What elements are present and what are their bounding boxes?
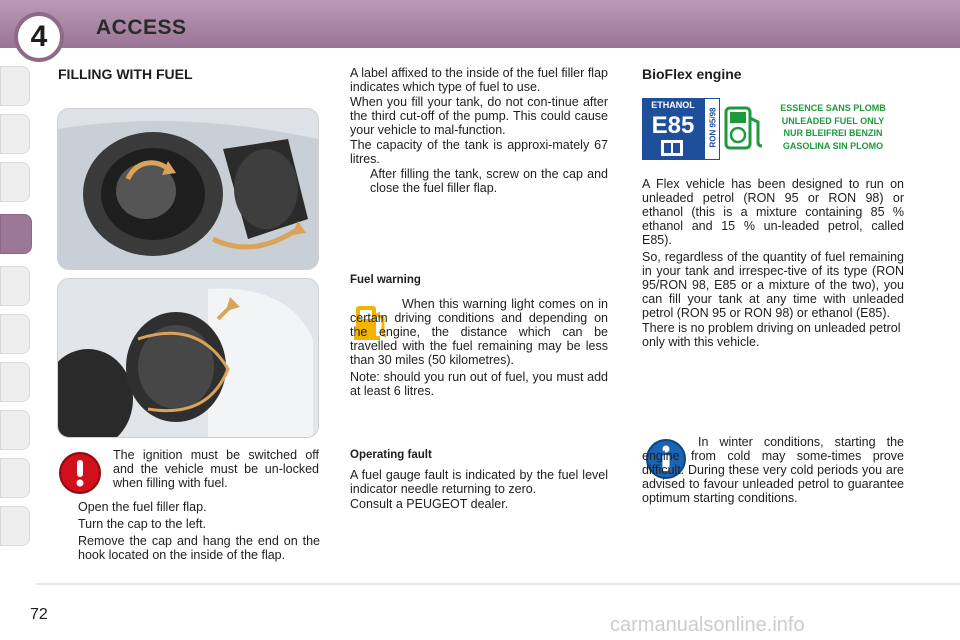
fuel-flap-photo — [57, 108, 319, 270]
unleaded-fuel-text: ESSENCE SANS PLOMB UNLEADED FUEL ONLY NUR BLEIFREI BENZIN GASOLINA SIN PLOMO — [780, 103, 886, 151]
chapter-tab[interactable] — [0, 314, 30, 354]
winter-info-text: In winter conditions, starting the engine from cold may some-times prove difficult. During these very cold periods you are advised to favour unleaded petrol to guarantee optimum starting conditions. — [642, 435, 904, 505]
operating-fault-text: A fuel gauge fault is indicated by the fuel level indicator needle returning to zero. Consult a PEUGEOT dealer. — [350, 468, 608, 511]
steps-list — [58, 500, 320, 563]
green-fuel-pump-icon — [724, 104, 764, 154]
bullet-hand-icon — [58, 534, 78, 562]
step-item: Remove the cap and hang the end on the hook located on the inside of the flap. — [58, 534, 320, 562]
intro-text: A label affixed to the inside of the fuel filler flap indicates which type of fuel to use. When you fill your tank, do not con-tinue after the third cut-off of the pump. This could cause your vehicle to mal-function. The capacity of the tank is approxi-mately 67 litres. After filling the tank, screw on the cap and close the fuel filler flap. — [350, 66, 608, 195]
footer-divider — [36, 583, 960, 585]
warning-icon — [58, 451, 102, 500]
chapter-number-badge: 4 — [14, 12, 64, 62]
step-item: After filling the tank, screw on the cap and close the fuel filler flap. — [350, 167, 608, 195]
chapter-tab[interactable] — [0, 506, 30, 546]
section-title-bioflex: BioFlex engine — [642, 66, 742, 82]
chapter-tab[interactable] — [0, 66, 30, 106]
page-number: 72 — [30, 606, 48, 623]
ethanol-badge: ETHANOL E85 — [642, 98, 704, 160]
chapter-tab[interactable] — [0, 410, 30, 450]
chapter-tab[interactable] — [0, 458, 30, 498]
fuel-type-label — [642, 98, 900, 160]
ron-label: RON 95/98 — [708, 107, 718, 148]
warning-text: The ignition must be switched off and the vehicle must be un-locked when filling with fuel. — [113, 448, 319, 490]
step-item: Open the fuel filler flap. — [58, 500, 320, 514]
chapter-tab[interactable] — [0, 362, 30, 402]
bullet-hand-icon — [350, 167, 370, 195]
chapter-tab-active[interactable] — [0, 214, 32, 254]
bullet-hand-icon — [58, 500, 78, 514]
chapter-tab[interactable] — [0, 266, 30, 306]
chapter-title: ACCESS — [96, 16, 187, 39]
step-item: Turn the cap to the left. — [58, 517, 320, 531]
section-title-operating-fault: Operating fault — [350, 449, 432, 461]
bullet-hand-icon — [58, 517, 78, 531]
section-title-filling: FILLING WITH FUEL — [58, 66, 193, 82]
chapter-tab[interactable] — [0, 162, 30, 202]
section-title-fuel-warning: Fuel warning — [350, 274, 421, 286]
book-icon — [661, 140, 683, 156]
watermark: carmanualsonline.info — [610, 614, 805, 636]
bioflex-text: A Flex vehicle has been designed to run on unleaded petrol (RON 95 or RON 98) or ethanol (this is a mixture containing 85 % ethanol and 15 % un-leaded petrol, called E85). So, regardless of the quantity of fuel remaining in your tank and irrespec-tive of its type (RON 95/RON 98, E85 or a mixture of the two), you can fill your tank at any time with unleaded petrol (RON 95 or RON 98) or ethanol (E85). There is no problem driving on unleaded petrol only with this vehicle. — [642, 177, 904, 349]
fuel-cap-photo — [57, 278, 319, 438]
chapter-tab[interactable] — [0, 114, 30, 154]
fuel-warning-text: When this warning light comes on in certain driving conditions and depending on the engine, the distance which can be travelled with the fuel remaining may be less than 30 miles (50 kilometres). Note: should you run out of fuel, you must add at least 6 litres. — [350, 297, 608, 398]
